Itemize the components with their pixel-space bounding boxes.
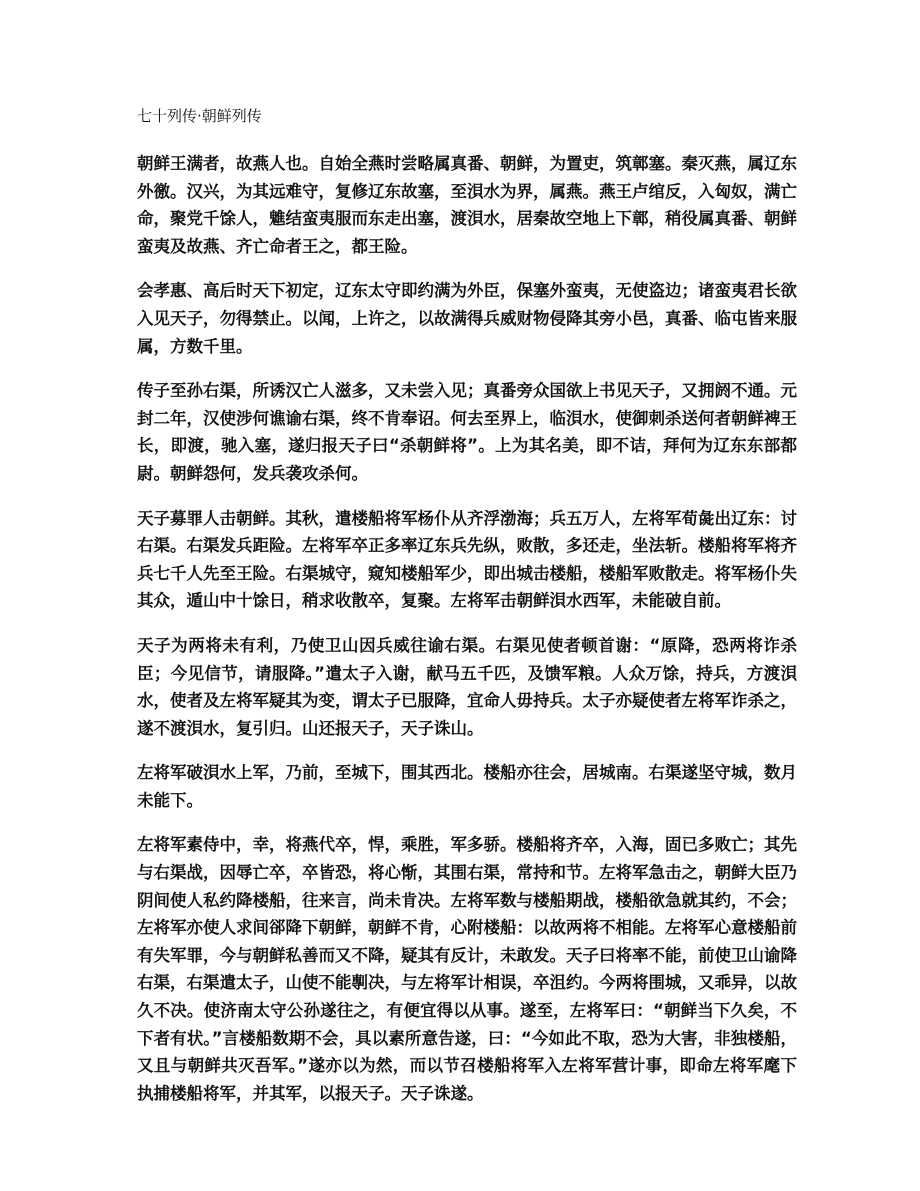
- paragraph-2: 会孝惠、高后时天下初定，辽东太守即约满为外臣，保塞外蛮夷，无使盗边；诸蛮夷君长欲入见天子，勿得禁止。以闻，上许之，以故满得兵威财物侵降其旁小邑，真番、临屯皆来服属，方数千里。: [137, 281, 797, 356]
- paragraph-7: 左将军素侍中，幸，将燕代卒，悍，乘胜，军多骄。楼船将齐卒，入海，固已多败亡；其先与右渠战，因辱亡卒，卒皆恐，将心惭，其围右渠，常持和节。左将军急击之，朝鲜大臣乃阴间使人私约降楼船，往来言，尚未肯决。左将军数与楼船期战，楼船欲急就其约，不会；左将军亦使人求间郤降下朝鲜，朝鲜不肯，心附楼船：以故两将不相能。左将军心意楼船前有失军罪，今与朝鲜私善而又不降，疑其有反计，未敢发。天子曰将率不能，前使卫山谕降右渠，右渠遣太子，山使不能剸决，与左将军计相误，卒沮约。今两将围城，又乖异，以故久不决。使济南太守公孙遂往之，有便宜得以从事。遂至，左将军曰：“朝鲜当下久矣，不下者有状。”言楼船数期不会，具以素所意告遂，曰：“今如此不取，恐为大害，非独楼船，又且与朝鲜共灭吾军。”遂亦以为然，而以节召楼船将军入左将军营计事，即命左将军麾下执捕楼船将军，并其军，以报天子。天子诛遂。: [137, 835, 797, 1103]
- paragraph-1: 朝鲜王满者，故燕人也。自始全燕时尝略属真番、朝鲜，为置吏，筑鄣塞。秦灭燕，属辽东外徼。汉兴，为其远难守，复修辽东故塞，至浿水为界，属燕。燕王卢绾反，入匈奴，满亡命，聚党千馀人，魋结蛮夷服而东走出塞，渡浿水，居秦故空地上下鄣，稍役属真番、朝鲜蛮夷及故燕、齐亡命者王之，都王险。: [137, 154, 797, 256]
- paragraph-3: 传子至孙右渠，所诱汉亡人滋多，又未尝入见；真番旁众国欲上书见天子，又拥阏不通。元封二年，汉使涉何谯谕右渠，终不肯奉诏。何去至界上，临浿水，使御刺杀送何者朝鲜裨王长，即渡，驰入塞，遂归报天子曰“杀朝鲜将”。上为其名美，即不诘，拜何为辽东东部都尉。朝鲜怨何，发兵袭攻杀何。: [137, 381, 797, 483]
- document-title: 七十列传·朝鲜列传: [137, 107, 262, 125]
- document-page: [137, 104, 797, 1124]
- paragraph-6: 左将军破浿水上军，乃前，至城下，围其西北。楼船亦往会，居城南。右渠遂坚守城，数月未能下。: [137, 763, 797, 810]
- paragraph-4: 天子募罪人击朝鲜。其秋，遣楼船将军杨仆从齐浮渤海；兵五万人，左将军荀彘出辽东：讨右渠。右渠发兵距险。左将军卒正多率辽东兵先纵，败散，多还走，坐法斩。楼船将军将齐兵七千人先至王险。右渠城守，窥知楼船军少，即出城击楼船，楼船军败散走。将军杨仆失其众，遁山中十馀日，稍求收散卒，复聚。左将军击朝鲜浿水西军，未能破自前。: [137, 508, 797, 611]
- paragraph-5: 天子为两将未有利，乃使卫山因兵威往谕右渠。右渠见使者顿首谢：“原降，恐两将诈杀臣；今见信节，请服降。”遣太子入谢，献马五千匹，及馈军粮。人众万馀，持兵，方渡浿水，使者及左将军疑其为变，谓太子已服降，宜命人毋持兵。太子亦疑使者左将军诈杀之，遂不渡浿水，复引归。山还报天子，天子诛山。: [137, 635, 797, 738]
